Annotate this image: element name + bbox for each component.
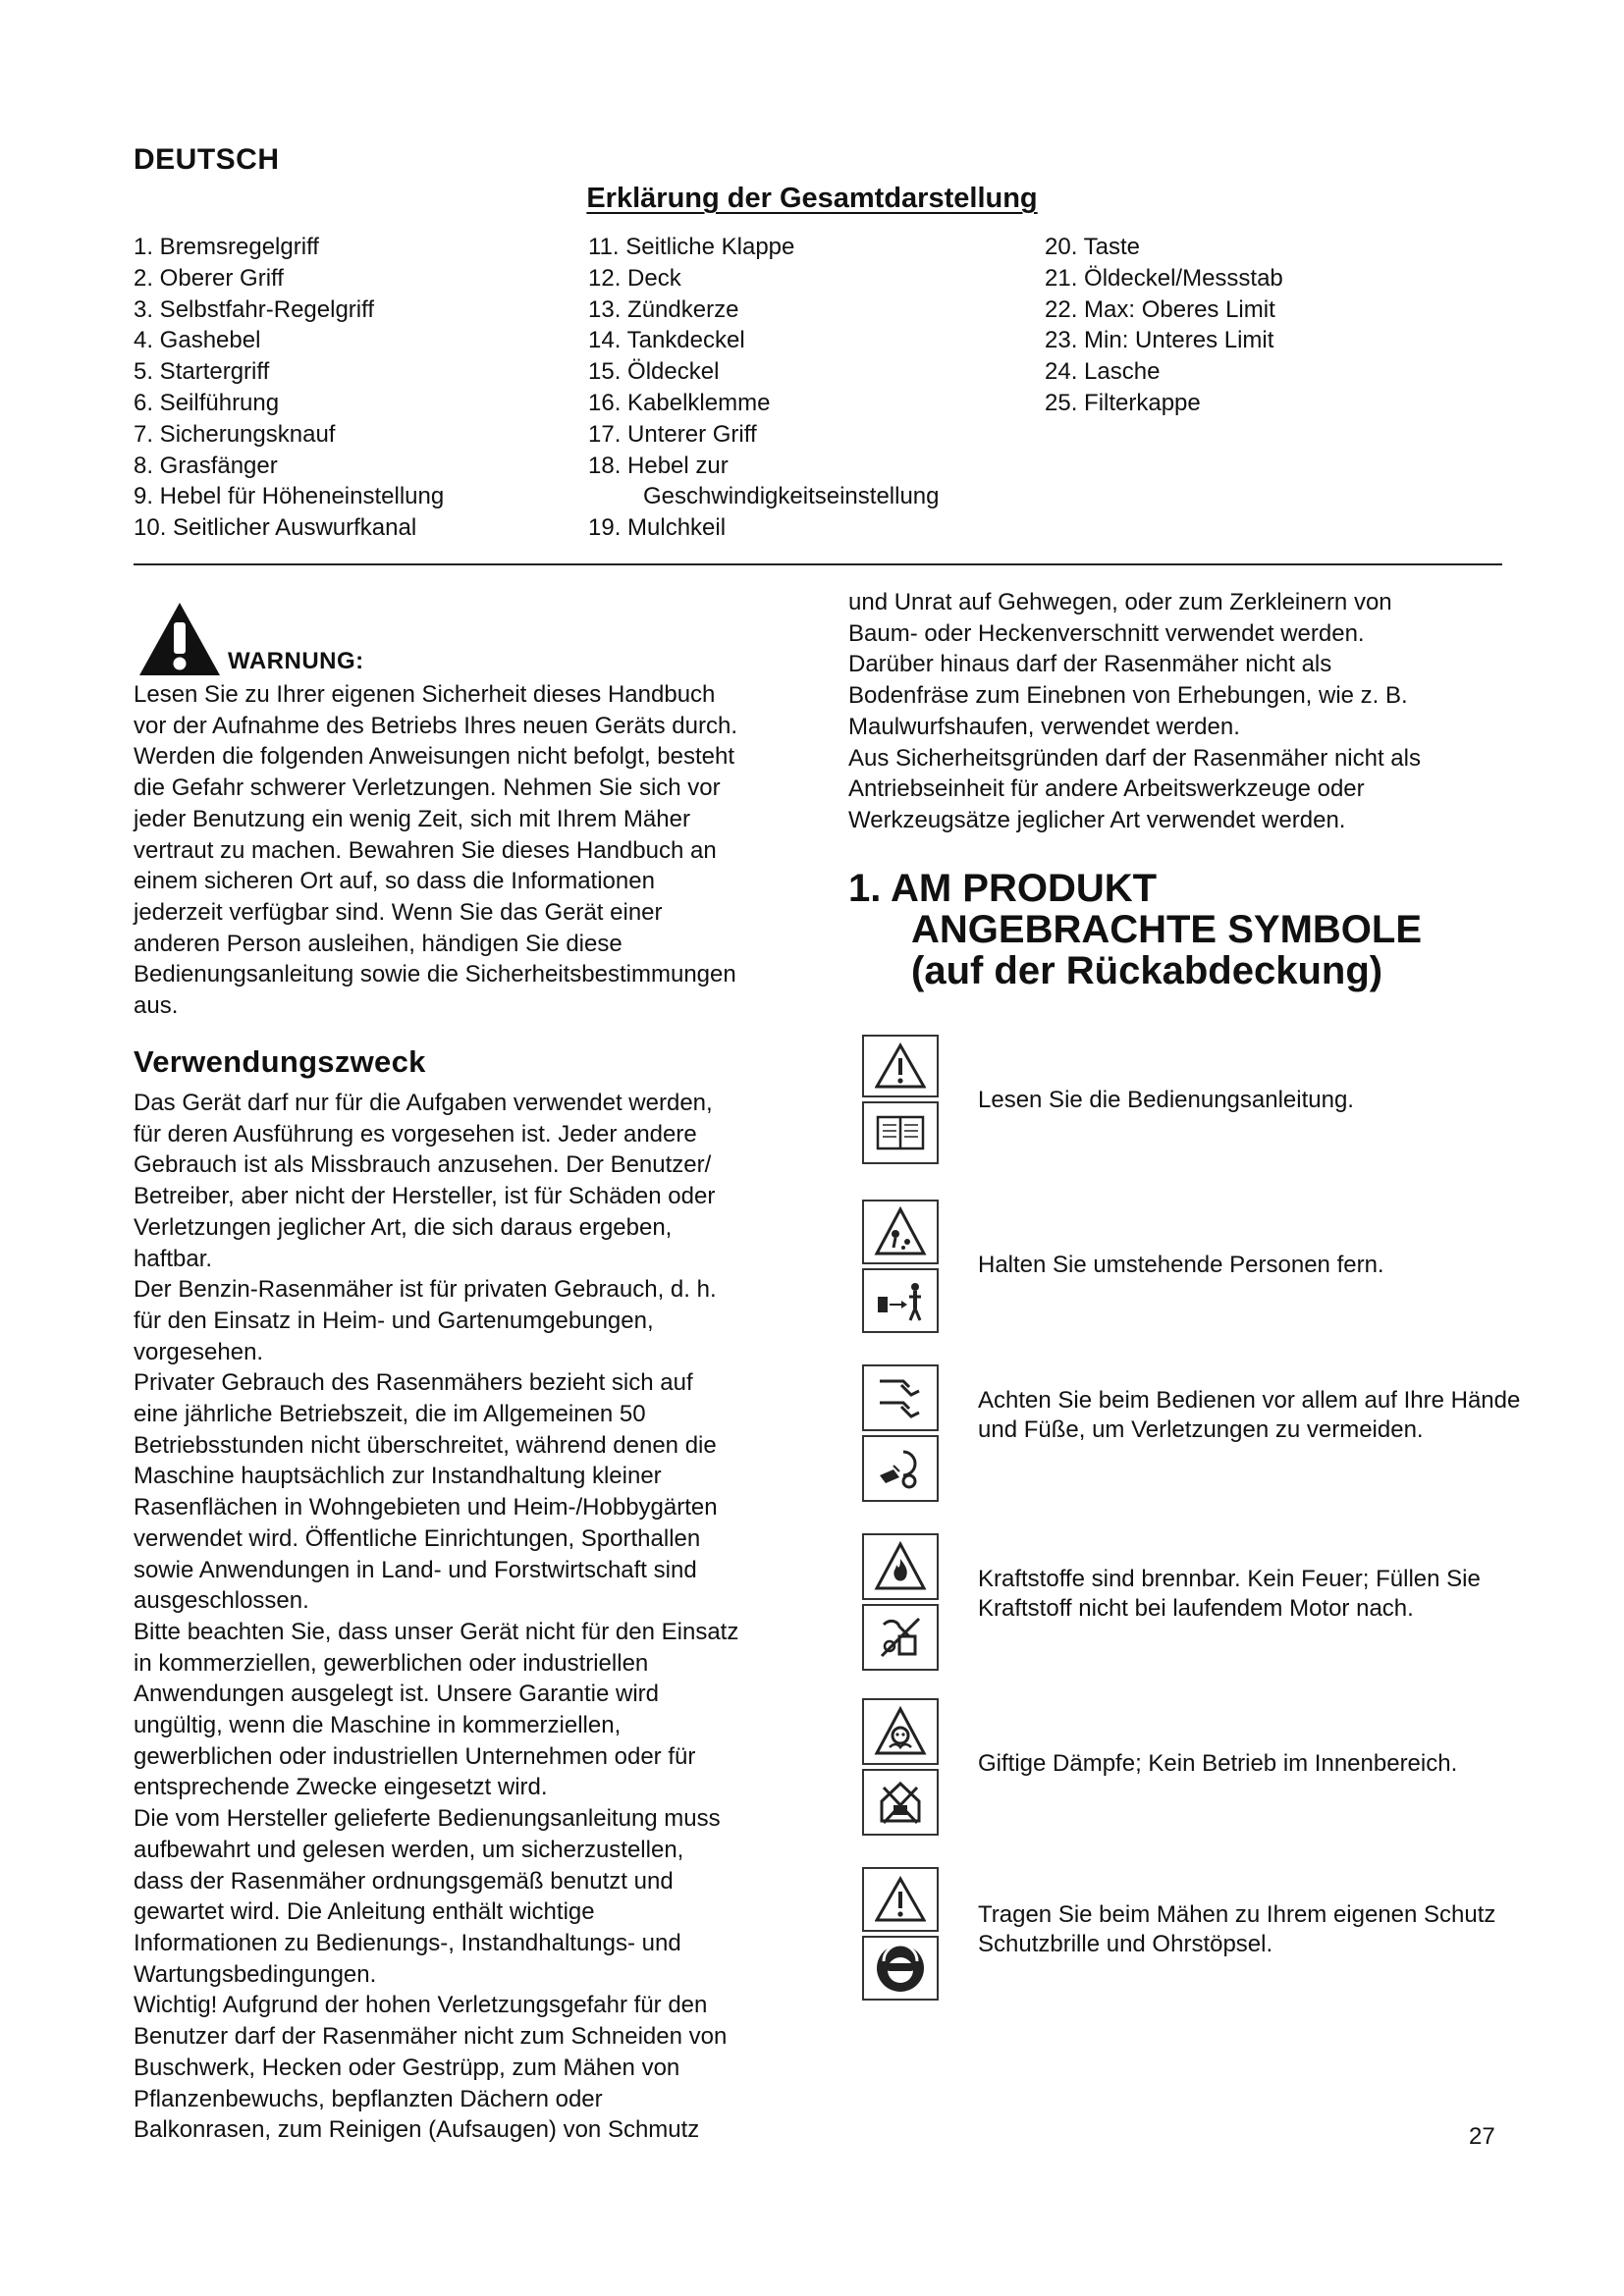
symbol-row-hands-feet: [862, 1364, 1530, 1522]
symbol-description: Lesen Sie die Bedienungsanleitung.: [978, 1087, 1354, 1113]
legend-column-1: [134, 232, 444, 544]
intended-use-heading: Verwendungszweck: [134, 1044, 426, 1079]
book-icon: [862, 1101, 939, 1164]
legend-item: 16. Kabelklemme: [588, 389, 771, 416]
legend-item: 4. Gashebel: [134, 327, 261, 354]
no-refuel-icon: [862, 1604, 939, 1671]
legend-item: 18. Hebel zur: [588, 452, 729, 479]
legend-item: 11. Seitliche Klappe: [588, 234, 795, 260]
thrown-objects-icon: [862, 1200, 939, 1264]
symbol-row-read-manual: [862, 1035, 1530, 1192]
legend-item: 14. Tankdeckel: [588, 327, 745, 354]
symbol-description: Kraftstoffe sind brennbar. Kein Feuer; Füllen Sie Kraftstoff nicht bei laufendem Motor nach.: [978, 1566, 1481, 1622]
legend-column-2: [588, 232, 940, 544]
legend-item: 8. Grasfänger: [134, 452, 278, 479]
legend-item: 24. Lasche: [1045, 358, 1161, 386]
legend-item: 9. Hebel für Höheneinstellung: [134, 483, 445, 510]
warning-triangle-icon: [862, 1867, 939, 1932]
legend-item: 22. Max: Oberes Limit: [1045, 295, 1275, 323]
symbol-row-fuel: [862, 1533, 1530, 1690]
warning-text: Lesen Sie zu Ihrer eigenen Sicherheit dieses Handbuch vor der Aufnahme des Betriebs Ihres neuen Geräts durch. Werden die folgenden Anweisungen nicht befolgt, besteht die Gefahr schwerer Verletzungen. Nehmen Sie sich vor jeder Benutzung ein wenig Zeit, sich mit Ihrem Mäher vertraut zu machen. Bewahren Sie dieses Handbuch an einem sicheren Ort auf, so dass die Informationen jederzeit verfügbar sind. Wenn Sie das Gerät einer anderen Person ausleihen, händigen Sie diese Bedienungsanleitung sowie die Sicherheitsbestimmungen aus.: [134, 681, 738, 1020]
toxic-fumes-icon: [862, 1698, 939, 1765]
legend-item: 10. Seitlicher Auswurfkanal: [134, 514, 417, 542]
no-indoor-icon: [862, 1769, 939, 1836]
symbol-row-bystanders: [862, 1200, 1530, 1357]
symbol-description: Giftige Dämpfe; Kein Betrieb im Innenbereich.: [978, 1750, 1458, 1777]
legend-item: Geschwindigkeitseinstellung: [643, 483, 940, 510]
page-number: 27: [1469, 2123, 1495, 2150]
intended-use-text: Das Gerät darf nur für die Aufgaben verwendet werden, für deren Ausführung es vorgesehen ist. Jeder andere Gebrauch ist als Missbrauch anzusehen. Der Benutzer/ Betreiber, aber nicht der Hersteller, ist für Schäden oder Verletzungen jeglicher Art, die sich daraus ergeben, haftbar. Der Benzin-Rasenmäher ist für privaten Gebrauch, d. h. für den Einsatz in Heim- und Gartenumgebungen, vorgesehen. Privater Gebrauch des Rasenmähers bezieht sich auf eine jährliche Betriebszeit, die im Allgemeinen 50 Betriebsstunden nicht überschreitet, während denen die Maschine hauptsächlich zur Instandhaltung kleiner Rasenflächen in Wohngebieten und Heim-/Hobbygärten verwendet wird. Öffentliche Einrichtungen, Sporthallen sowie Anwendungen in Land- und Forstwirtschaft sind ausgeschlossen. Bitte beachten Sie, dass unser Gerät nicht für den Einsatz in kommerziellen, gewerblichen oder industriellen Anwendungen ausgelegt ist. Unsere Garantie wird ungültig, wenn die Maschine in kommerziellen, gewerblichen oder industriellen Unternehmen oder für entsprechende Zwecke eingesetzt wird. Die vom Hersteller gelieferte Bedienungsanleitung muss aufbewahrt und gelesen werden, um sicherzustellen, dass der Rasenmäher ordnungsgemäß benutzt und gewartet wird. Die Anleitung enthält wichtige Informationen zu Bedienungs-, Instandhaltungs- und Wartungsbedingungen. Wichtig! Aufgrund der hohen Verletzungsgefahr für den Benutzer darf der Rasenmäher nicht zum Schneiden von Buschwerk, Hecken oder Gestrüpp, zum Mähen von Pflanzenbewuchs, bepflanzten Dächern oder Balkonrasen, zum Reinigen (Aufsaugen) von Schmutz: [134, 1090, 739, 2144]
legend-item: 3. Selbstfahr-Regelgriff: [134, 295, 375, 323]
protective-gear-icon: [862, 1936, 939, 2001]
legend-item: 21. Öldeckel/Messstab: [1045, 264, 1283, 292]
legend-item: 2. Oberer Griff: [134, 264, 284, 292]
symbol-description: Halten Sie umstehende Personen fern.: [978, 1252, 1384, 1278]
flammable-icon: [862, 1533, 939, 1600]
legend-item: 1. Bremsregelgriff: [134, 234, 319, 260]
symbol-row-fumes: [862, 1698, 1530, 1855]
legend-column-3: [1045, 232, 1283, 419]
section-divider: [134, 563, 1502, 565]
symbol-description: Tragen Sie beim Mähen zu Ihrem eigenen Schutz Schutzbrille und Ohrstöpsel.: [978, 1901, 1496, 1957]
keep-distance-icon: [862, 1268, 939, 1333]
warning-triangle-icon: [137, 601, 222, 677]
legend-item: 23. Min: Unteres Limit: [1045, 327, 1274, 354]
legend-item: 17. Unterer Griff: [588, 420, 757, 448]
legend-item: 13. Zündkerze: [588, 295, 739, 323]
warning-triangle-icon: [862, 1035, 939, 1097]
legend-item: 25. Filterkappe: [1045, 389, 1201, 416]
language-heading: DEUTSCH: [134, 143, 280, 176]
legend-title: Erklärung der Gesamtdarstellung: [586, 183, 1038, 214]
legend-item: 19. Mulchkeil: [588, 514, 727, 542]
symbols-heading: 1. AM PRODUKT ANGEBRACHTE SYMBOLE (auf der Rückabdeckung): [848, 867, 1423, 992]
legend-item: 5. Startergriff: [134, 358, 270, 386]
legend-item: 15. Öldeckel: [588, 358, 720, 386]
hand-hazard-icon: [862, 1364, 939, 1431]
legend-item: 6. Seilführung: [134, 389, 280, 416]
warning-label: WARNUNG:: [228, 648, 364, 674]
foot-hazard-icon: [862, 1435, 939, 1502]
intended-use-continued: und Unrat auf Gehwegen, oder zum Zerkleinern von Baum- oder Heckenverschnitt verwendet werden. Darüber hinaus darf der Rasenmäher nicht als Bodenfräse zum Einebnen von Erhebungen, wie z. B. Maulwurfshaufen, verwendet werden. Aus Sicherheitsgründen darf der Rasenmäher nicht als Antriebseinheit für andere Arbeitswerkzeuge oder Werkzeugsätze jeglicher Art verwendet werden.: [848, 589, 1421, 833]
legend-item: 20. Taste: [1045, 234, 1140, 260]
symbol-description: Achten Sie beim Bedienen vor allem auf Ihre Hände und Füße, um Verletzungen zu vermeiden.: [978, 1387, 1521, 1443]
legend-item: 7. Sicherungsknauf: [134, 420, 336, 448]
legend-item: 12. Deck: [588, 264, 681, 292]
symbol-row-protection: [862, 1867, 1530, 2024]
